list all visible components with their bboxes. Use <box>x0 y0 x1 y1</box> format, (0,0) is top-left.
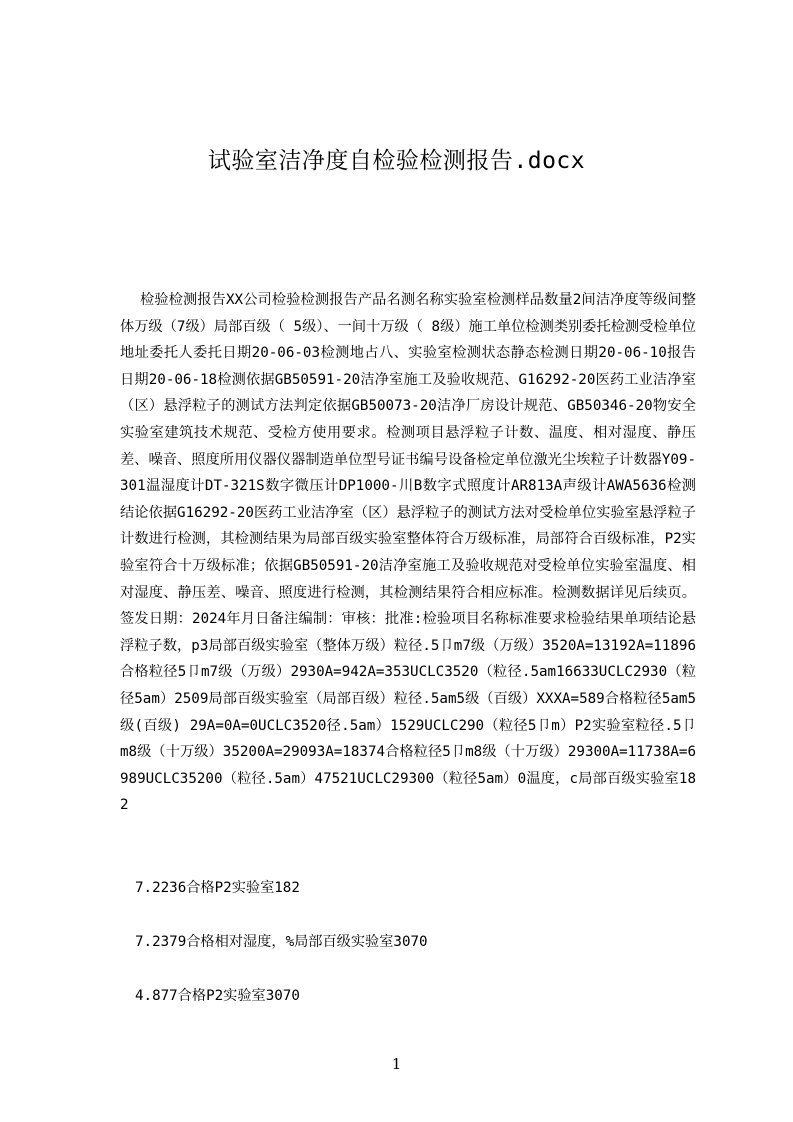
page-number: 1 <box>391 1055 402 1073</box>
result-line-2: 7.2379合格相对湿度，%局部百级实验室3070 <box>135 934 428 950</box>
report-body-paragraph: 检验检测报告XX公司检验检测报告产品名测名称实验室检测样品数量2间洁净度等级间整体万级（7级）局部百级（ 5级）、一间十万级（ 8级）施工单位检测类别委托检测受检单位地址委托人委托日期20-06-03检测地占八、实验室检测状态静态检测日期20-06-10报告日期20-06-18检测依据GB50591-20洁净室施工及验收规范、G16292-20医药工业洁净室（区）悬浮粒子的测试方法判定依据GB50073-20洁净厂房设计规范、GB50346-20物安全实验室建筑技术规范、受检方使用要求。检测项目悬浮粒子计数、温度、相对湿度、静压差、噪音、照度所用仪器仪器制造单位型号证书编号设备检定单位激光尘埃粒子计数器Y09-301温湿度计DT-321S数字微压计DP1000-川B数字式照度计AR813A声级计AWA5636检测结论依据G16292-20医药工业洁净室（区）悬浮粒子的测试方法对受检单位实验室悬浮粒子计数进行检测，其检测结果为局部百级实验室整体符合万级标准，局部符合百级标准，P2实验室符合十万级标准；依据GB50591-20洁净室施工及验收规范对受检单位实验室温度、相对湿度、静压差、噪音、照度进行检测，其检测结果符合相应标准。检测数据详见后续页。签发日期：2024年月日备注编制：审核：批准:检验项目名称标准要求检验结果单项结论悬浮粒子数，p3局部百级实验室（整体万级）粒径.5卩m7级（万级）3520A=13192A=11896合格粒径5卩m7级（万级）2930A=942A=353UCLC3520（粒径.5am16633UCLC2930（粒径5am）2509局部百级实验室（局部百级）粒径.5am5级（百级）XXXA=589合格粒径5am5级(百级) 29A=0A=0UCLC3520径.5am）1529UCLC290（粒径5卩m）P2实验室粒径.5卩m8级（十万级）35200A=29093A=18374合格粒径5卩m8级（十万级）29300A=11738A=6989UCLC35200（粒径.5am）47521UCLC29300（粒径5am）0温度，c局部百级实验室182 <box>120 292 696 814</box>
result-line-3: 4.877合格P2实验室3070 <box>135 988 300 1004</box>
result-line-1: 7.2236合格P2实验室182 <box>135 880 300 896</box>
document-title: 试验室洁净度自检验检测报告.docx <box>207 148 586 174</box>
